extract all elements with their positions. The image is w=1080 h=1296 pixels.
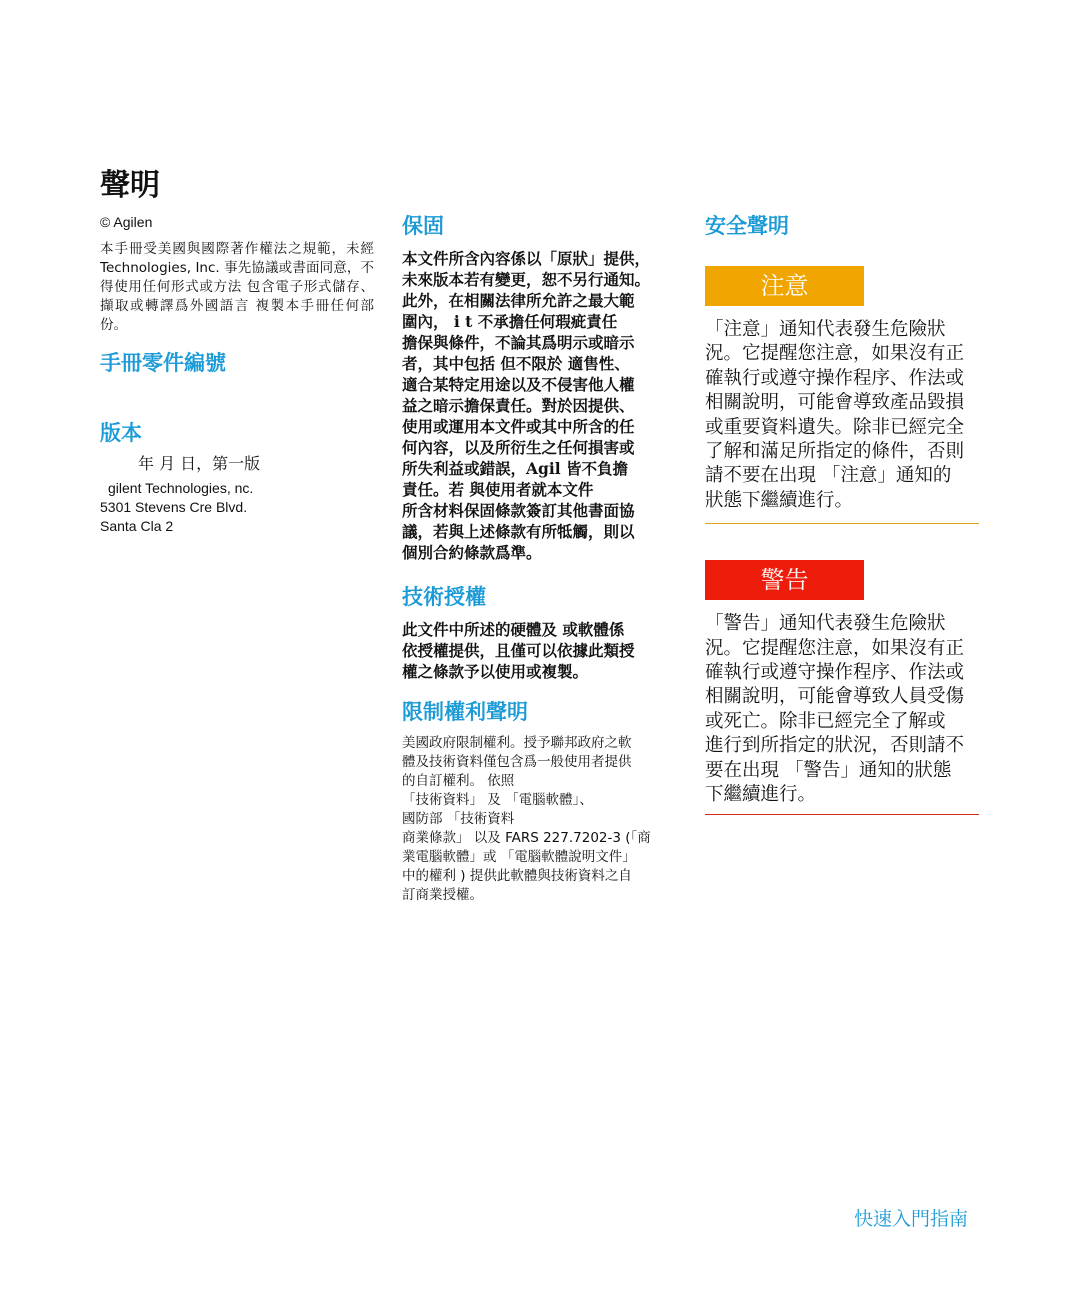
restricted-line: 的自訂權利。 依照 (402, 773, 515, 789)
caution-line: 或重要資料遺失。除非已經完全 (705, 416, 965, 438)
address-line-3: Santa Cla 2 (100, 518, 174, 534)
warranty-line: 圍內， i t 不承擔任何瑕疵責任 (402, 312, 618, 331)
caution-divider (705, 523, 979, 524)
warranty-line: 益之暗示擔保責任。對於因提供、 (402, 396, 635, 415)
warning-line: 或死亡。除非已經完全了解或 (705, 710, 946, 732)
warning-text (705, 612, 980, 807)
warranty-line: 使用或運用本文件或其中所含的任 (402, 417, 635, 436)
license-heading: 技術授權 (402, 584, 486, 609)
caution-line: 確執行或遵守操作程序、作法或 (705, 367, 965, 389)
caution-label-box: 注意 (705, 266, 864, 306)
part-number-heading: 手冊零件編號 (100, 350, 226, 375)
right-column (705, 212, 980, 815)
caution-text (705, 318, 980, 513)
license-line: 權之條款予以使用或複製。 (402, 662, 589, 681)
warranty-line: 本文件所含內容係以「原狀」提供， (402, 249, 651, 268)
restricted-rights-text (402, 734, 678, 905)
restricted-line: 「技術資料」 及 「電腦軟體」、 (402, 792, 593, 808)
warranty-line: 者，其中包括 但不限於 適售性、 (402, 354, 630, 373)
warranty-line: 責任。若 與使用者就本文件 (402, 480, 594, 499)
warranty-line: 未來版本若有變更，恕不另行通知。 (402, 270, 651, 289)
address-line-2: 5301 Stevens Cre Blvd. (100, 499, 248, 515)
copyright-notice: 本手冊受美國與國際著作權法之規範，未經 Technologies, Inc. 事先協議或書面同意，不得使用任何形式或方法 包含電子形式儲存、擷取或轉譯爲外國語言 複製本手冊任何部份。 (100, 241, 374, 333)
warranty-line: 適合某特定用途以及不侵害他人權 (402, 375, 635, 394)
warranty-line: 擔保與條件，不論其爲明示或暗示 (402, 333, 635, 352)
restricted-line: 國防部 「技術資料 (402, 811, 515, 827)
restricted-line: 美國政府限制權利。授予聯邦政府之軟 (402, 735, 632, 751)
left-column (100, 212, 374, 536)
caution-line: 請不要在出現 「注意」通知的 (705, 465, 952, 487)
page-title: 聲明 (100, 168, 160, 203)
license-line: 此文件中所述的硬體及 或軟體係 (402, 620, 625, 639)
address-line-1: gilent Technologies, nc. (108, 480, 254, 496)
warranty-line: 何內容，以及所衍生之任何損害或 (402, 438, 635, 457)
warranty-line: 議，若與上述條款有所牴觸，則以 (402, 522, 635, 541)
restricted-line: 訂商業授權。 (402, 887, 483, 903)
warning-line: 確執行或遵守操作程序、作法或 (705, 662, 965, 684)
restricted-line: 業電腦軟體」或 「電腦軟體說明文件」 (402, 849, 636, 865)
warranty-text (402, 248, 678, 563)
restricted-rights-heading: 限制權利聲明 (402, 699, 528, 724)
caution-line: 狀態下繼續進行。 (705, 489, 854, 511)
caution-line: 相關說明，可能會導致產品毀損 (705, 392, 965, 414)
warning-line: 況。它提醒您注意，如果沒有正 (705, 637, 965, 659)
warranty-line: 此外，在相關法律所允許之最大範 (402, 291, 635, 310)
warranty-line: 所含材料保固條款簽訂其他書面協 (402, 501, 635, 520)
middle-column (402, 212, 678, 905)
caution-line: 「注意」通知代表發生危險狀 (705, 319, 946, 340)
caution-line: 了解和滿足所指定的條件，否則 (705, 441, 965, 463)
edition-heading: 版本 (100, 420, 142, 445)
warning-line: 要在出現 「警告」通知的狀態 (705, 759, 952, 781)
warning-line: 進行到所指定的狀況，否則請不 (705, 735, 965, 757)
restricted-line: 體及技術資料僅包含爲一般使用者提供 (402, 754, 632, 770)
warning-divider (705, 814, 979, 815)
warning-label-box: 警告 (705, 560, 864, 600)
restricted-line: 中的權利 ) 提供此軟體與技術資料之自 (402, 868, 632, 884)
edition-date: 年 月 日，第一版 (138, 454, 261, 473)
copyright-line: © Agilen (100, 214, 153, 230)
warranty-line: 個別合約條款爲準。 (402, 543, 542, 562)
warning-line: 相關說明，可能會導致人員受傷 (705, 686, 965, 708)
warning-line: 下繼續進行。 (705, 784, 817, 806)
warning-line: 「警告」通知代表發生危險狀 (705, 613, 946, 635)
license-text (402, 619, 678, 682)
caution-line: 況。它提醒您注意，如果沒有正 (705, 343, 965, 365)
restricted-line: 商業條款」 以及 FARS 227.7202-3 (「商 (402, 830, 651, 846)
footer-guide-title: 快速入門指南 (853, 1208, 968, 1230)
license-line: 依授權提供，且僅可以依據此類授 (402, 641, 635, 660)
warranty-heading: 保固 (402, 213, 444, 238)
safety-heading: 安全聲明 (705, 213, 789, 238)
warranty-line: 所失利益或錯誤，Agil 皆不負擔 (402, 459, 629, 478)
